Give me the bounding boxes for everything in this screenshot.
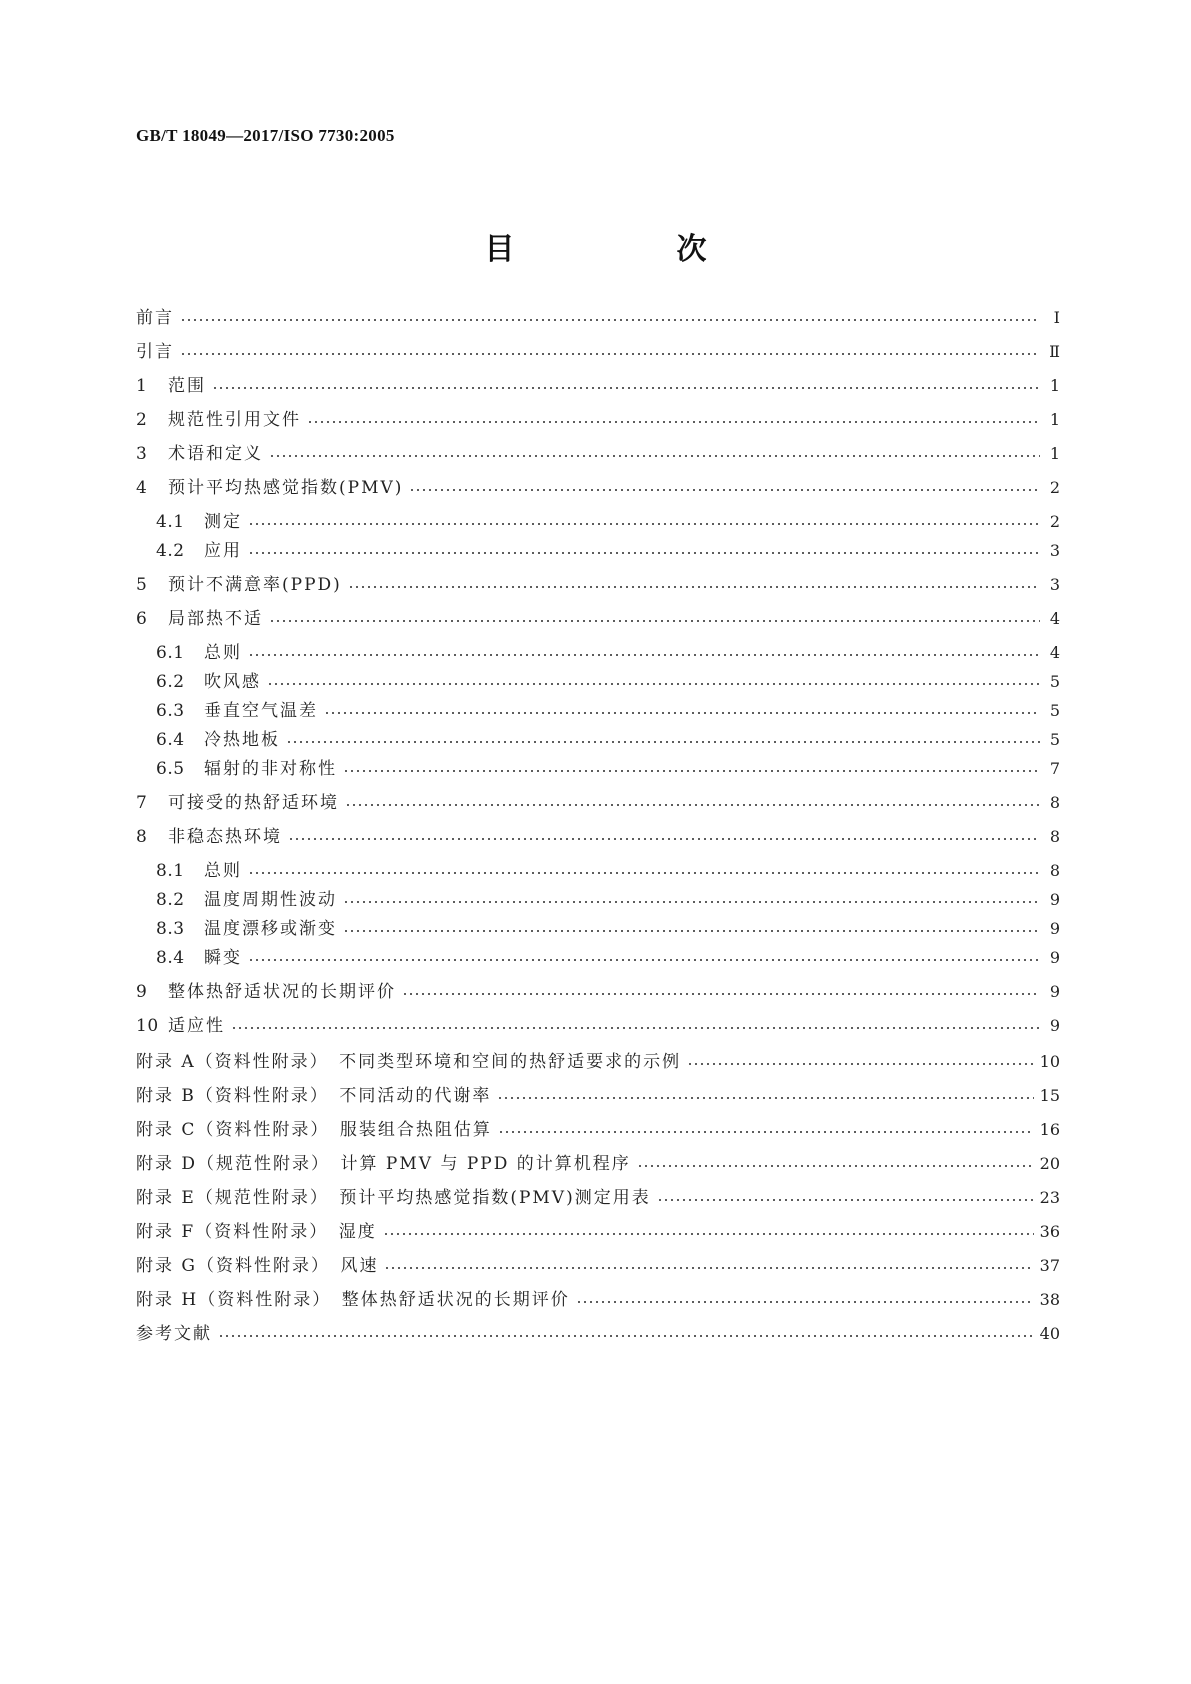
dot-leader [288, 838, 1040, 840]
toc-entry-page: 3 [1049, 575, 1060, 594]
dot-leader [218, 1335, 1034, 1337]
toc-entry-number: 6 [136, 609, 148, 629]
toc-entry[interactable] [136, 1184, 1060, 1212]
toc-entry[interactable] [136, 338, 1060, 366]
toc-entry-label: 温度周期性波动 [204, 890, 337, 910]
toc-entry-label: 整体热舒适状况的长期评价 [168, 982, 396, 1002]
toc-entry-label: 局部热不适 [168, 609, 263, 629]
toc-entry-number: 4.2 [156, 541, 185, 561]
toc-entry[interactable] [136, 571, 1060, 599]
toc-entry-label: 预计平均热感觉指数(PMV) [168, 478, 404, 498]
dot-leader [497, 1097, 1033, 1099]
toc-entry-number: 6.1 [156, 643, 185, 663]
dot-leader [383, 1233, 1034, 1235]
dot-leader [637, 1165, 1034, 1167]
toc-entry-number: 3 [136, 444, 148, 464]
toc-entry-label: 应用 [204, 541, 242, 561]
toc-entry-page: 23 [1039, 1188, 1060, 1207]
toc-entry-number: 8.1 [156, 861, 185, 881]
toc-entry-label: 吹风感 [204, 672, 261, 692]
dot-leader [248, 654, 1040, 656]
dot-leader [687, 1063, 1033, 1065]
toc-entry-label: 测定 [204, 512, 242, 532]
dot-leader [267, 683, 1040, 685]
toc-entry-number: 4 [136, 478, 148, 498]
toc-entry-number: 1 [136, 376, 148, 396]
toc-entry[interactable] [136, 1116, 1060, 1144]
toc-entry-number: 8.3 [156, 919, 185, 939]
dot-leader [343, 930, 1040, 932]
toc-entry[interactable] [156, 755, 1060, 783]
toc-entry-page: 9 [1049, 919, 1060, 938]
dot-leader [402, 993, 1040, 995]
toc-entry-number: 6.2 [156, 672, 185, 692]
dot-leader [343, 901, 1040, 903]
toc-entry[interactable] [136, 1012, 1060, 1040]
toc-entry-page: 8 [1049, 827, 1060, 846]
toc-entry[interactable] [136, 372, 1060, 400]
toc-entry[interactable] [136, 304, 1060, 332]
toc-entry-label: 垂直空气温差 [204, 701, 318, 721]
toc-entry-label: 附录 G（资料性附录） 风速 [136, 1256, 379, 1276]
dot-leader [324, 712, 1040, 714]
toc-entry[interactable] [136, 440, 1060, 468]
toc-entry-page: 1 [1049, 444, 1060, 463]
standard-code: GB/T 18049—2017/ISO 7730:2005 [136, 126, 395, 145]
toc-entry[interactable] [156, 944, 1060, 972]
toc-entry-label: 规范性引用文件 [168, 410, 301, 430]
toc-entry-page: 5 [1049, 672, 1060, 691]
toc-entry-number: 6.4 [156, 730, 185, 750]
toc-entry-label: 附录 D（规范性附录） 计算 PMV 与 PPD 的计算机程序 [136, 1154, 631, 1174]
toc-entry-label: 瞬变 [204, 948, 242, 968]
toc-entry-number: 8.2 [156, 890, 185, 910]
toc-entry-number: 4.1 [156, 512, 185, 532]
toc-entry[interactable] [136, 978, 1060, 1006]
toc-entry-label: 参考文献 [136, 1324, 212, 1344]
toc-entry-page: Ⅰ [1053, 308, 1060, 327]
toc-entry-page: 38 [1039, 1290, 1060, 1309]
toc-entry-page: 9 [1049, 1016, 1060, 1035]
toc-entry[interactable] [156, 915, 1060, 943]
toc-entry-label: 总则 [204, 861, 242, 881]
dot-leader [231, 1027, 1040, 1029]
toc-title: 目 次 [484, 232, 773, 267]
toc-entry-label: 引言 [136, 342, 174, 362]
toc-entry[interactable] [136, 406, 1060, 434]
toc-entry-label: 附录 E（规范性附录） 预计平均热感觉指数(PMV)测定用表 [136, 1188, 651, 1208]
toc-entry-number: 7 [136, 793, 148, 813]
dot-leader [498, 1131, 1034, 1133]
toc-entry-label: 附录 C（资料性附录） 服装组合热阻估算 [136, 1120, 492, 1140]
toc-entry[interactable] [156, 886, 1060, 914]
toc-entry[interactable] [156, 857, 1060, 885]
dot-leader [269, 620, 1040, 622]
toc-entry-page: 3 [1049, 541, 1060, 560]
toc-entry-label: 适应性 [168, 1016, 225, 1036]
toc-entry-label: 非稳态热环境 [168, 827, 282, 847]
toc-entry-label: 附录 H（资料性附录） 整体热舒适状况的长期评价 [136, 1290, 570, 1310]
dot-leader [657, 1199, 1034, 1201]
toc-entry-page: 5 [1049, 701, 1060, 720]
toc-entry-number: 8.4 [156, 948, 185, 968]
toc-entry[interactable] [156, 639, 1060, 667]
toc-entry-page: Ⅱ [1049, 342, 1060, 361]
toc-entry-page: 8 [1049, 793, 1060, 812]
toc-entry-number: 9 [136, 982, 148, 1002]
dot-leader [345, 804, 1040, 806]
toc-entry[interactable] [156, 508, 1060, 536]
dot-leader [180, 319, 1040, 321]
toc-entry[interactable] [136, 789, 1060, 817]
toc-entry-label: 范围 [168, 376, 206, 396]
dot-leader [409, 489, 1040, 491]
toc-entry-page: 7 [1049, 759, 1060, 778]
toc-entry-label: 附录 A（资料性附录） 不同类型环境和空间的热舒适要求的示例 [136, 1052, 682, 1072]
toc-entry[interactable] [136, 1218, 1060, 1246]
toc-entry-number: 2 [136, 410, 148, 430]
dot-leader [248, 552, 1040, 554]
toc-entry-label: 可接受的热舒适环境 [168, 793, 339, 813]
toc-entry-label: 附录 F（资料性附录） 湿度 [136, 1222, 377, 1242]
toc-entry[interactable] [136, 1286, 1060, 1314]
toc-entry-page: 4 [1049, 643, 1060, 662]
dot-leader [307, 421, 1040, 423]
toc-entry-page: 5 [1049, 730, 1060, 749]
toc-entry[interactable] [136, 605, 1060, 633]
dot-leader [384, 1267, 1033, 1269]
toc-entry-number: 8 [136, 827, 148, 847]
toc-entry-page: 1 [1049, 410, 1060, 429]
toc-entry[interactable] [136, 1082, 1060, 1110]
toc-entry-page: 20 [1039, 1154, 1060, 1173]
toc-entry-label: 温度漂移或渐变 [204, 919, 337, 939]
dot-leader [248, 959, 1040, 961]
toc-entry[interactable] [136, 474, 1060, 502]
toc-entry-page: 15 [1039, 1086, 1060, 1105]
toc-entry-label: 前言 [136, 308, 174, 328]
dot-leader [212, 387, 1040, 389]
dot-leader [269, 455, 1040, 457]
toc-entry-label: 预计不满意率(PPD) [168, 575, 342, 595]
toc-entry-page: 40 [1039, 1324, 1060, 1343]
dot-leader [343, 770, 1040, 772]
dot-leader [180, 353, 1040, 355]
toc-entry-label: 总则 [204, 643, 242, 663]
toc-entry[interactable] [136, 823, 1060, 851]
toc-entry-page: 9 [1049, 890, 1060, 909]
dot-leader [248, 523, 1040, 525]
toc-entry-page: 36 [1039, 1222, 1060, 1241]
toc-entry-number: 6.5 [156, 759, 185, 779]
toc-entry-page: 4 [1049, 609, 1060, 628]
table-of-contents [136, 0, 1060, 1684]
toc-entry-label: 冷热地板 [204, 730, 280, 750]
toc-entry-page: 9 [1049, 948, 1060, 967]
toc-entry-number: 5 [136, 575, 148, 595]
toc-entry[interactable] [156, 668, 1060, 696]
toc-entry[interactable] [156, 726, 1060, 754]
toc-entry[interactable] [156, 697, 1060, 725]
toc-entry-number: 10 [136, 1016, 159, 1036]
toc-entry[interactable] [156, 537, 1060, 565]
toc-entry[interactable] [136, 1252, 1060, 1280]
toc-entry-number: 6.3 [156, 701, 185, 721]
dot-leader [286, 741, 1040, 743]
dot-leader [248, 872, 1040, 874]
toc-entry-label: 附录 B（资料性附录） 不同活动的代谢率 [136, 1086, 492, 1106]
toc-entry-page: 2 [1049, 512, 1060, 531]
toc-entry-page: 37 [1039, 1256, 1060, 1275]
dot-leader [348, 586, 1040, 588]
dot-leader [576, 1301, 1034, 1303]
toc-entry[interactable] [136, 1150, 1060, 1178]
toc-entry-page: 16 [1039, 1120, 1060, 1139]
toc-entry-page: 10 [1039, 1052, 1060, 1071]
toc-entry-label: 辐射的非对称性 [204, 759, 337, 779]
toc-entry-page: 1 [1049, 376, 1060, 395]
toc-entry-label: 术语和定义 [168, 444, 263, 464]
toc-entry-page: 8 [1049, 861, 1060, 880]
toc-entry[interactable] [136, 1320, 1060, 1348]
toc-entry-page: 9 [1049, 982, 1060, 1001]
toc-entry-page: 2 [1049, 478, 1060, 497]
toc-entry[interactable] [136, 1048, 1060, 1076]
